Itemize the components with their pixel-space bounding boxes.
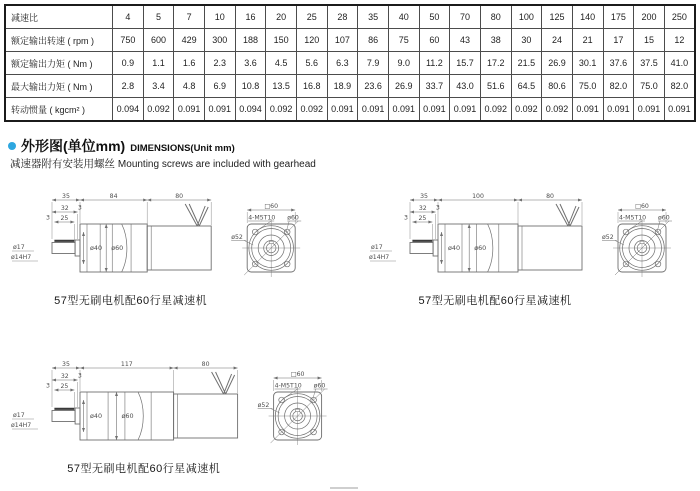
svg-text:ø17: ø17: [371, 244, 383, 251]
svg-text:ø40: ø40: [89, 411, 103, 420]
spec-value-cell: 10: [204, 5, 235, 29]
drawing-caption: 57型无刷电机配60行星减速机: [418, 295, 572, 307]
spec-value-cell: 150: [266, 29, 297, 52]
spec-value-cell: 300: [204, 29, 235, 52]
spec-table: [4, 4, 696, 122]
spec-value-cell: 30: [511, 29, 542, 52]
svg-text:ø52: ø52: [257, 401, 270, 409]
svg-text:4-M5T10: 4-M5T10: [274, 382, 302, 390]
spec-value-cell: 0.9: [113, 52, 144, 75]
section-title-cn: 外形图(单位mm): [21, 138, 126, 154]
spec-value-cell: 38: [480, 29, 511, 52]
spec-value-cell: 82.0: [603, 75, 634, 98]
svg-text:ø17: ø17: [12, 243, 25, 251]
spec-value-cell: 0.091: [603, 98, 634, 122]
spec-value-cell: 17: [603, 29, 634, 52]
svg-text:3: 3: [77, 204, 82, 212]
svg-text:ø14H7: ø14H7: [10, 421, 32, 429]
svg-text:ø60: ø60: [111, 243, 124, 252]
svg-text:80: 80: [201, 361, 210, 369]
drawing-caption: 57型无刷电机配60行星减速机: [67, 463, 221, 475]
svg-text:□60: □60: [290, 371, 305, 379]
spec-value-cell: 25: [296, 5, 327, 29]
spec-value-cell: 2.3: [204, 52, 235, 75]
svg-text:ø14H7: ø14H7: [369, 254, 390, 261]
svg-text:25: 25: [60, 215, 69, 223]
spec-value-cell: 125: [542, 5, 573, 29]
section-note-cn: 减速器附有安装用螺丝: [10, 158, 115, 170]
spec-value-cell: 4.5: [266, 52, 297, 75]
section-title-en: DIMENSIONS(Unit mm): [130, 143, 235, 154]
svg-text:80: 80: [175, 193, 184, 201]
svg-text:ø60: ø60: [474, 244, 487, 252]
row-header: 减速比: [5, 5, 113, 29]
svg-text:□60: □60: [635, 203, 649, 210]
svg-text:ø17: ø17: [12, 411, 25, 419]
spec-value-cell: 40: [388, 5, 419, 29]
spec-value-cell: 43: [450, 29, 481, 52]
spec-table-row: [5, 5, 695, 29]
spec-value-cell: 37.6: [603, 52, 634, 75]
spec-value-cell: 2.8: [113, 75, 144, 98]
spec-value-cell: 0.094: [113, 98, 144, 122]
spec-value-cell: 64.5: [511, 75, 542, 98]
spec-value-cell: 0.094: [235, 98, 266, 122]
row-header: 额定输出力矩 ( Nm ): [5, 52, 113, 75]
spec-value-cell: 0.091: [450, 98, 481, 122]
spec-value-cell: 1.6: [174, 52, 205, 75]
spec-value-cell: 35: [358, 5, 389, 29]
spec-value-cell: 0.092: [542, 98, 573, 122]
svg-text:3: 3: [46, 382, 50, 390]
svg-text:4-M5T10: 4-M5T10: [619, 214, 647, 222]
spec-value-cell: 30.1: [572, 52, 603, 75]
section-note: [10, 156, 316, 171]
spec-value-cell: 100: [511, 5, 542, 29]
spec-value-cell: 26.9: [542, 52, 573, 75]
svg-text:100: 100: [472, 193, 484, 200]
spec-value-cell: 86: [358, 29, 389, 52]
svg-text:25: 25: [418, 215, 427, 222]
drawing-gearmotor-100: [368, 188, 680, 308]
section-header: [8, 136, 235, 156]
svg-text:ø52: ø52: [231, 233, 243, 241]
spec-value-cell: 140: [572, 5, 603, 29]
spec-value-cell: 6.3: [327, 52, 358, 75]
spec-value-cell: 5: [143, 5, 174, 29]
spec-value-cell: 24: [542, 29, 573, 52]
svg-text:35: 35: [420, 193, 428, 200]
spec-value-cell: 4.8: [174, 75, 205, 98]
spec-value-cell: 11.2: [419, 52, 450, 75]
dimension-drawing-svg: [10, 356, 336, 452]
spec-value-cell: 75: [388, 29, 419, 52]
spec-value-cell: 0.091: [327, 98, 358, 122]
spec-value-cell: 0.092: [143, 98, 174, 122]
spec-value-cell: 0.091: [664, 98, 695, 122]
svg-text:□60: □60: [264, 203, 279, 211]
spec-value-cell: 75.0: [572, 75, 603, 98]
svg-text:ø14H7: ø14H7: [10, 253, 32, 261]
spec-value-cell: 82.0: [664, 75, 695, 98]
svg-text:ø60: ø60: [121, 411, 134, 420]
spec-value-cell: 9.0: [388, 52, 419, 75]
spec-value-cell: 16: [235, 5, 266, 29]
spec-value-cell: 7.9: [358, 52, 389, 75]
svg-text:ø60: ø60: [287, 214, 299, 222]
spec-table-row: [5, 29, 695, 52]
spec-value-cell: 0.092: [296, 98, 327, 122]
svg-text:ø60: ø60: [658, 214, 670, 222]
spec-value-cell: 20: [266, 5, 297, 29]
spec-value-cell: 0.091: [358, 98, 389, 122]
spec-value-cell: 0.091: [419, 98, 450, 122]
spec-table-row: [5, 52, 695, 75]
svg-text:ø60: ø60: [313, 382, 326, 390]
svg-text:3: 3: [404, 214, 408, 222]
spec-table-row: [5, 75, 695, 98]
spec-value-cell: 0.092: [480, 98, 511, 122]
spec-value-cell: 1.1: [143, 52, 174, 75]
svg-text:32: 32: [60, 205, 69, 213]
row-header: 额定输出转速 ( rpm ): [5, 29, 113, 52]
svg-text:ø40: ø40: [448, 244, 461, 252]
spec-value-cell: 0.092: [511, 98, 542, 122]
spec-value-cell: 28: [327, 5, 358, 29]
spec-value-cell: 51.6: [480, 75, 511, 98]
spec-value-cell: 0.091: [174, 98, 205, 122]
svg-text:32: 32: [418, 205, 427, 212]
spec-value-cell: 80.6: [542, 75, 573, 98]
spec-value-cell: 23.6: [358, 75, 389, 98]
spec-value-cell: 15: [634, 29, 665, 52]
svg-text:32: 32: [60, 373, 69, 381]
spec-value-cell: 0.091: [388, 98, 419, 122]
svg-text:80: 80: [546, 193, 554, 200]
spec-value-cell: 21: [572, 29, 603, 52]
svg-text:ø52: ø52: [602, 234, 614, 241]
spec-value-cell: 41.0: [664, 52, 695, 75]
spec-value-cell: 0.091: [204, 98, 235, 122]
spec-value-cell: 4: [113, 5, 144, 29]
svg-text:35: 35: [62, 361, 70, 369]
spec-value-cell: 200: [634, 5, 665, 29]
spec-value-cell: 43.0: [450, 75, 481, 98]
spec-value-cell: 250: [664, 5, 695, 29]
spec-value-cell: 70: [450, 5, 481, 29]
spec-value-cell: 750: [113, 29, 144, 52]
svg-text:3: 3: [77, 372, 82, 380]
spec-value-cell: 18.9: [327, 75, 358, 98]
svg-text:ø40: ø40: [89, 243, 103, 252]
spec-value-cell: 0.091: [572, 98, 603, 122]
spec-value-cell: 107: [327, 29, 358, 52]
spec-value-cell: 3.4: [143, 75, 174, 98]
row-header: 最大输出力矩 ( Nm ): [5, 75, 113, 98]
spec-value-cell: 12: [664, 29, 695, 52]
drawing-gearmotor-117: [10, 356, 336, 476]
svg-text:3: 3: [435, 204, 440, 212]
spec-table-row: [5, 98, 695, 122]
spec-value-cell: 429: [174, 29, 205, 52]
spec-value-cell: 15.7: [450, 52, 481, 75]
spec-value-cell: 5.6: [296, 52, 327, 75]
svg-text:117: 117: [120, 361, 133, 369]
section-note-en: Mounting screws are included with gearhead: [117, 159, 316, 170]
bullet-icon: [8, 142, 16, 150]
spec-value-cell: 33.7: [419, 75, 450, 98]
spec-value-cell: 6.9: [204, 75, 235, 98]
page-edge-artifact: [330, 487, 358, 489]
svg-text:84: 84: [109, 193, 118, 201]
spec-value-cell: 26.9: [388, 75, 419, 98]
spec-value-cell: 175: [603, 5, 634, 29]
spec-value-cell: 10.8: [235, 75, 266, 98]
svg-text:3: 3: [46, 214, 50, 222]
spec-value-cell: 13.5: [266, 75, 297, 98]
spec-value-cell: 17.2: [480, 52, 511, 75]
row-header: 转动惯量 ( kgcm² ): [5, 98, 113, 122]
svg-text:35: 35: [62, 193, 70, 201]
svg-text:25: 25: [60, 383, 69, 391]
spec-value-cell: 3.6: [235, 52, 266, 75]
spec-value-cell: 80: [480, 5, 511, 29]
spec-value-cell: 7: [174, 5, 205, 29]
spec-value-cell: 16.8: [296, 75, 327, 98]
drawing-gearmotor-84: [10, 188, 309, 308]
spec-value-cell: 188: [235, 29, 266, 52]
spec-value-cell: 37.5: [634, 52, 665, 75]
dimension-drawing-svg: [10, 188, 309, 284]
spec-value-cell: 0.092: [266, 98, 297, 122]
spec-value-cell: 0.091: [634, 98, 665, 122]
svg-text:4-M5T10: 4-M5T10: [248, 214, 276, 222]
spec-value-cell: 21.5: [511, 52, 542, 75]
spec-value-cell: 75.0: [634, 75, 665, 98]
spec-value-cell: 60: [419, 29, 450, 52]
spec-value-cell: 120: [296, 29, 327, 52]
drawing-caption: 57型无刷电机配60行星减速机: [54, 295, 208, 307]
spec-value-cell: 50: [419, 5, 450, 29]
dimension-drawing-svg: [368, 188, 680, 284]
spec-value-cell: 600: [143, 29, 174, 52]
